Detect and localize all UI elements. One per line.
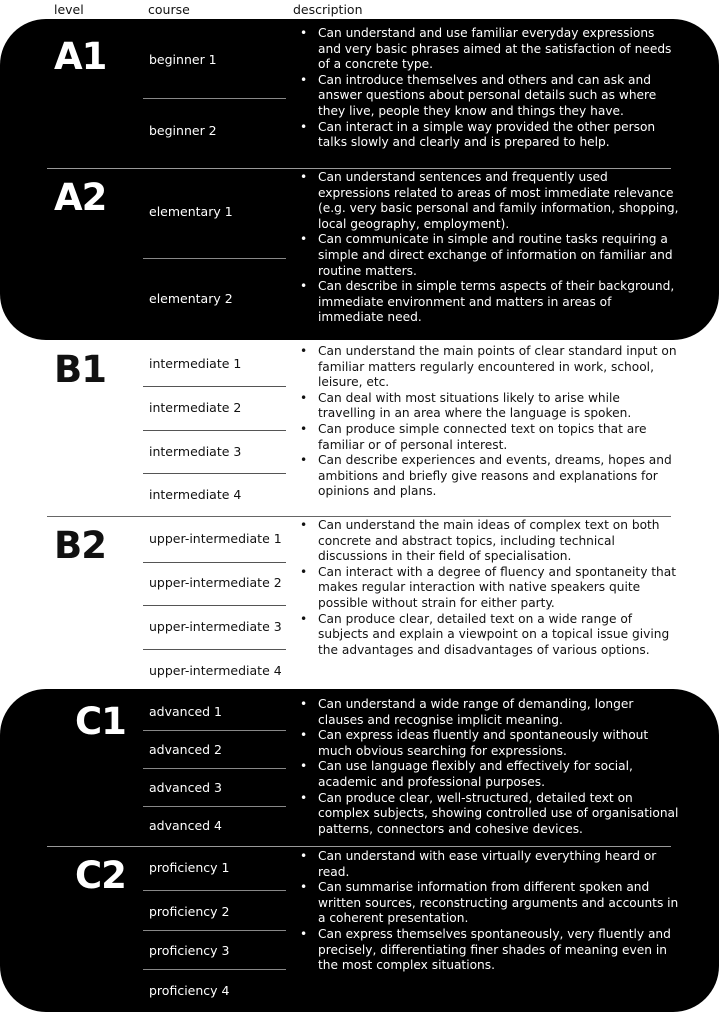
descriptor-item: • Can communicate in simple and routine tasks requiring a simple and direct exchange of information on familiar and routine matters. <box>300 232 680 279</box>
descriptor-item: • Can interact with a degree of fluency and spontaneity that makes regular interaction with native speakers quite possible without strain for either party. <box>300 565 680 612</box>
course-list <box>143 340 286 516</box>
course-list <box>143 517 286 687</box>
descriptor-item: • Can interact in a simple way provided the other person talks slowly and clearly and is prepared to help. <box>300 120 680 151</box>
descriptor-item: • Can describe in simple terms aspects of their background, immediate environment and matters in areas of immediate need. <box>300 279 680 326</box>
descriptor-item: • Can express ideas fluently and spontaneously without much obvious searching for expressions. <box>300 728 680 759</box>
level-section-c1 <box>0 689 719 846</box>
descriptor-item: • Can understand the main ideas of complex text on both concrete and abstract topics, including technical discussions in their field of specialisation. <box>300 518 680 565</box>
course-item: upper-intermediate 4 <box>149 663 282 678</box>
course-item: upper-intermediate 2 <box>149 575 282 590</box>
course-item: upper-intermediate 3 <box>149 619 282 634</box>
descriptor-list <box>300 697 680 837</box>
level-code: A2 <box>54 176 107 219</box>
course-item: advanced 1 <box>149 704 222 719</box>
descriptor-item: • Can understand with ease virtually everything heard or read. <box>300 849 680 880</box>
course-divider <box>143 730 286 731</box>
course-divider <box>143 969 286 970</box>
descriptor-item: • Can produce clear, detailed text on a wide range of subjects and explain a viewpoint on a topical issue giving the advantages and disadvantages of various options. <box>300 612 680 659</box>
course-divider <box>143 98 286 99</box>
level-code: B2 <box>54 524 106 567</box>
table-header <box>0 2 719 18</box>
course-list <box>143 847 286 1012</box>
course-item: advanced 2 <box>149 742 222 757</box>
course-list <box>143 689 286 846</box>
course-item: intermediate 2 <box>149 400 242 415</box>
course-item: elementary 2 <box>149 291 233 306</box>
course-item: intermediate 1 <box>149 356 242 371</box>
descriptor-item: • Can produce simple connected text on topics that are familiar or of personal interest. <box>300 422 680 453</box>
descriptor-item: • Can describe experiences and events, dreams, hopes and ambitions and briefly give reasons and explanations for opinions and plans. <box>300 453 680 500</box>
course-divider <box>143 562 286 563</box>
descriptor-list <box>300 344 680 500</box>
course-item: proficiency 3 <box>149 943 230 958</box>
course-divider <box>143 258 286 259</box>
course-item: advanced 4 <box>149 818 222 833</box>
level-section-c2 <box>0 847 719 1012</box>
level-code: C1 <box>75 700 126 743</box>
course-divider <box>143 430 286 431</box>
descriptor-item: • Can understand a wide range of demanding, longer clauses and recognise implicit meaning. <box>300 697 680 728</box>
course-divider <box>143 605 286 606</box>
descriptor-item: • Can introduce themselves and others and can ask and answer questions about personal details such as where they live, people they know and things they have. <box>300 73 680 120</box>
course-divider <box>143 806 286 807</box>
header-course: course <box>148 2 190 17</box>
course-list <box>143 169 286 339</box>
course-item: intermediate 3 <box>149 444 242 459</box>
level-code: A1 <box>54 35 107 78</box>
level-section-b1 <box>0 340 719 516</box>
descriptor-item: • Can produce clear, well-structured, detailed text on complex subjects, showing controlled use of organisational patterns, connectors and cohesive devices. <box>300 791 680 838</box>
header-level: level <box>54 2 84 17</box>
course-list <box>143 19 286 168</box>
course-item: intermediate 4 <box>149 487 242 502</box>
level-code: C2 <box>75 854 126 897</box>
descriptor-item: • Can deal with most situations likely to arise while travelling in an area where the language is spoken. <box>300 391 680 422</box>
descriptor-item: • Can understand and use familiar everyday expressions and very basic phrases aimed at the satisfaction of needs of a concrete type. <box>300 26 680 73</box>
descriptor-list <box>300 849 680 974</box>
course-item: proficiency 2 <box>149 904 230 919</box>
course-item: beginner 2 <box>149 123 217 138</box>
course-item: elementary 1 <box>149 204 233 219</box>
course-divider <box>143 473 286 474</box>
course-item: advanced 3 <box>149 780 222 795</box>
descriptor-item: • Can express themselves spontaneously, very fluently and precisely, differentiating finer shades of meaning even in the most complex situations. <box>300 927 680 974</box>
course-divider <box>143 649 286 650</box>
descriptor-list <box>300 26 680 151</box>
level-code: B1 <box>54 348 106 391</box>
descriptor-item: • Can understand the main points of clear standard input on familiar matters regularly encountered in work, school, leisure, etc. <box>300 344 680 391</box>
level-section-a1 <box>0 19 719 168</box>
descriptor-item: • Can understand sentences and frequently used expressions related to areas of most immediate relevance (e.g. very basic personal and family information, shopping, local geography, employment). <box>300 170 680 232</box>
course-item: upper-intermediate 1 <box>149 531 282 546</box>
level-section-b2 <box>0 517 719 687</box>
course-item: beginner 1 <box>149 52 217 67</box>
descriptor-item: • Can use language flexibly and effectively for social, academic and professional purposes. <box>300 759 680 790</box>
course-divider <box>143 890 286 891</box>
course-item: proficiency 1 <box>149 860 230 875</box>
course-item: proficiency 4 <box>149 983 230 998</box>
descriptor-list <box>300 170 680 326</box>
course-divider <box>143 930 286 931</box>
course-divider <box>143 768 286 769</box>
descriptor-item: • Can summarise information from different spoken and written sources, reconstructing arguments and accounts in a coherent presentation. <box>300 880 680 927</box>
course-divider <box>143 386 286 387</box>
header-description: description <box>293 2 363 17</box>
descriptor-list <box>300 518 680 658</box>
level-section-a2 <box>0 169 719 339</box>
